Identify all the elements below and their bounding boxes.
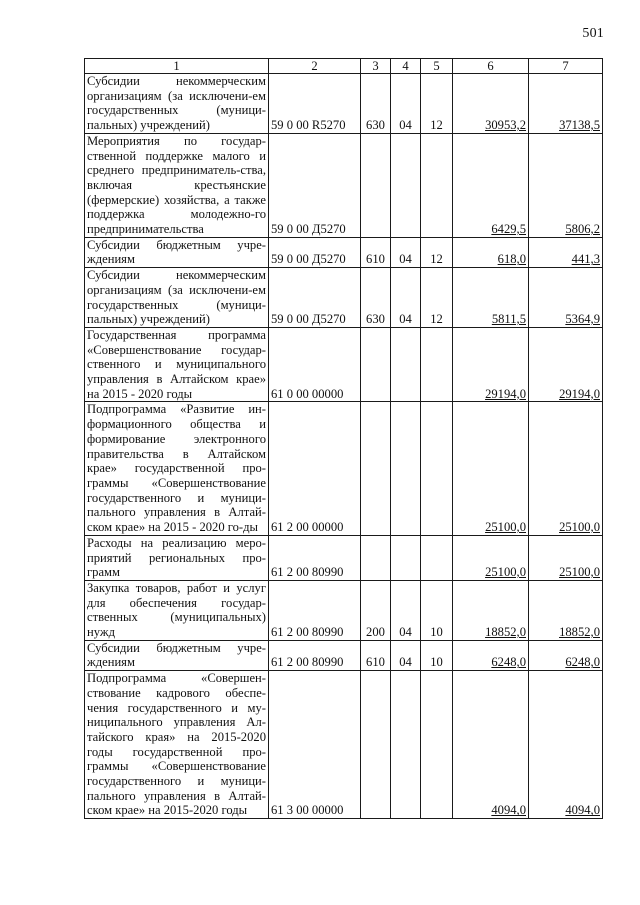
- row-name: Закупка товаров, работ и услуг для обеспечения государ-ственных (муниципальных) нужд: [85, 580, 269, 640]
- column-number-row: [85, 59, 603, 74]
- row-amount-2: 5364,9: [529, 268, 603, 328]
- row-expense-type: 610: [361, 237, 391, 267]
- row-section: [391, 133, 421, 237]
- row-amount-2: 6248,0: [529, 640, 603, 670]
- row-code: 61 2 00 00000: [269, 402, 361, 535]
- table-row: [85, 580, 603, 640]
- row-amount-1: 29194,0: [453, 327, 529, 402]
- row-expense-type: [361, 133, 391, 237]
- row-code: 61 3 00 00000: [269, 671, 361, 819]
- row-name: Подпрограмма «Совершен-ствование кадрового обеспе-чения государственного и му-ниципального управления Ал-тайского края» на 2015-2020 годы государственной про-граммы «Совершенствование государственного и муници-пального управления в Алтай-ском крае» на 2015-2020 годы: [85, 671, 269, 819]
- row-subsection: 12: [421, 268, 453, 328]
- row-subsection: [421, 671, 453, 819]
- row-amount-1: 6248,0: [453, 640, 529, 670]
- row-expense-type: 610: [361, 640, 391, 670]
- table-row: [85, 327, 603, 402]
- table-row: [85, 133, 603, 237]
- row-amount-2: 5806,2: [529, 133, 603, 237]
- table-row: [85, 671, 603, 819]
- row-amount-1: 25100,0: [453, 535, 529, 580]
- row-section: [391, 535, 421, 580]
- row-amount-1: 618,0: [453, 237, 529, 267]
- row-expense-type: [361, 327, 391, 402]
- table-row: [85, 535, 603, 580]
- column-header: 4: [391, 59, 421, 74]
- table-row: [85, 402, 603, 535]
- row-section: 04: [391, 580, 421, 640]
- row-code: 59 0 00 Д5270: [269, 133, 361, 237]
- row-section: 04: [391, 640, 421, 670]
- column-header: 5: [421, 59, 453, 74]
- row-name: Субсидии бюджетным учре-ждениям: [85, 640, 269, 670]
- row-name: Субсидии некоммерческим организациям (за исключени-ем государственных (муници-пальных) учреждений): [85, 74, 269, 134]
- row-code: 61 2 00 80990: [269, 535, 361, 580]
- row-amount-2: 441,3: [529, 237, 603, 267]
- row-code: 61 2 00 80990: [269, 580, 361, 640]
- row-section: [391, 402, 421, 535]
- budget-table: [84, 58, 603, 819]
- row-code: 59 0 00 Д5270: [269, 268, 361, 328]
- row-expense-type: 630: [361, 74, 391, 134]
- row-expense-type: [361, 671, 391, 819]
- row-amount-2: 18852,0: [529, 580, 603, 640]
- row-amount-2: 29194,0: [529, 327, 603, 402]
- row-code: 59 0 00 R5270: [269, 74, 361, 134]
- table-row: [85, 237, 603, 267]
- page-number: 501: [582, 26, 604, 41]
- row-expense-type: 630: [361, 268, 391, 328]
- row-amount-2: 4094,0: [529, 671, 603, 819]
- column-header: 1: [85, 59, 269, 74]
- row-amount-1: 6429,5: [453, 133, 529, 237]
- row-amount-2: 37138,5: [529, 74, 603, 134]
- row-expense-type: 200: [361, 580, 391, 640]
- row-name: Субсидии некоммерческим организациям (за исключени-ем государственных (муници-пальных) учреждений): [85, 268, 269, 328]
- row-code: 61 2 00 80990: [269, 640, 361, 670]
- row-code: 59 0 00 Д5270: [269, 237, 361, 267]
- row-subsection: [421, 535, 453, 580]
- table-row: [85, 268, 603, 328]
- row-amount-1: 18852,0: [453, 580, 529, 640]
- row-name: Государственная программа «Совершенствование государ-ственного и муниципального управления в Алтайском крае» на 2015 - 2020 годы: [85, 327, 269, 402]
- row-name: Мероприятия по государ-ственной поддержке малого и среднего предприниматель-ства, включая крестьянские (фермерские) хозяйства, а также поддержка молодежно-го предпринимательства: [85, 133, 269, 237]
- row-amount-1: 30953,2: [453, 74, 529, 134]
- row-section: [391, 327, 421, 402]
- row-name: Подпрограмма «Развитие ин-формационного общества и формирование электронного правительства в Алтайском крае» государственной про-граммы «Совершенствование государственного и муници-пального управления в Алтай-ском крае» на 2015 - 2020 го-ды: [85, 402, 269, 535]
- row-name: Субсидии бюджетным учре-ждениям: [85, 237, 269, 267]
- row-subsection: 10: [421, 640, 453, 670]
- row-section: [391, 671, 421, 819]
- row-subsection: 12: [421, 237, 453, 267]
- row-amount-2: 25100,0: [529, 535, 603, 580]
- row-amount-1: 4094,0: [453, 671, 529, 819]
- row-section: 04: [391, 237, 421, 267]
- table-row: [85, 74, 603, 134]
- column-header: 3: [361, 59, 391, 74]
- row-name: Расходы на реализацию меро-приятий региональных про-грамм: [85, 535, 269, 580]
- row-subsection: 10: [421, 580, 453, 640]
- row-expense-type: [361, 402, 391, 535]
- row-amount-2: 25100,0: [529, 402, 603, 535]
- row-expense-type: [361, 535, 391, 580]
- column-header: 2: [269, 59, 361, 74]
- column-header: 7: [529, 59, 603, 74]
- column-header: 6: [453, 59, 529, 74]
- row-subsection: [421, 402, 453, 535]
- row-code: 61 0 00 00000: [269, 327, 361, 402]
- table-row: [85, 640, 603, 670]
- row-subsection: [421, 327, 453, 402]
- row-amount-1: 25100,0: [453, 402, 529, 535]
- row-section: 04: [391, 74, 421, 134]
- row-amount-1: 5811,5: [453, 268, 529, 328]
- row-subsection: 12: [421, 74, 453, 134]
- row-subsection: [421, 133, 453, 237]
- row-section: 04: [391, 268, 421, 328]
